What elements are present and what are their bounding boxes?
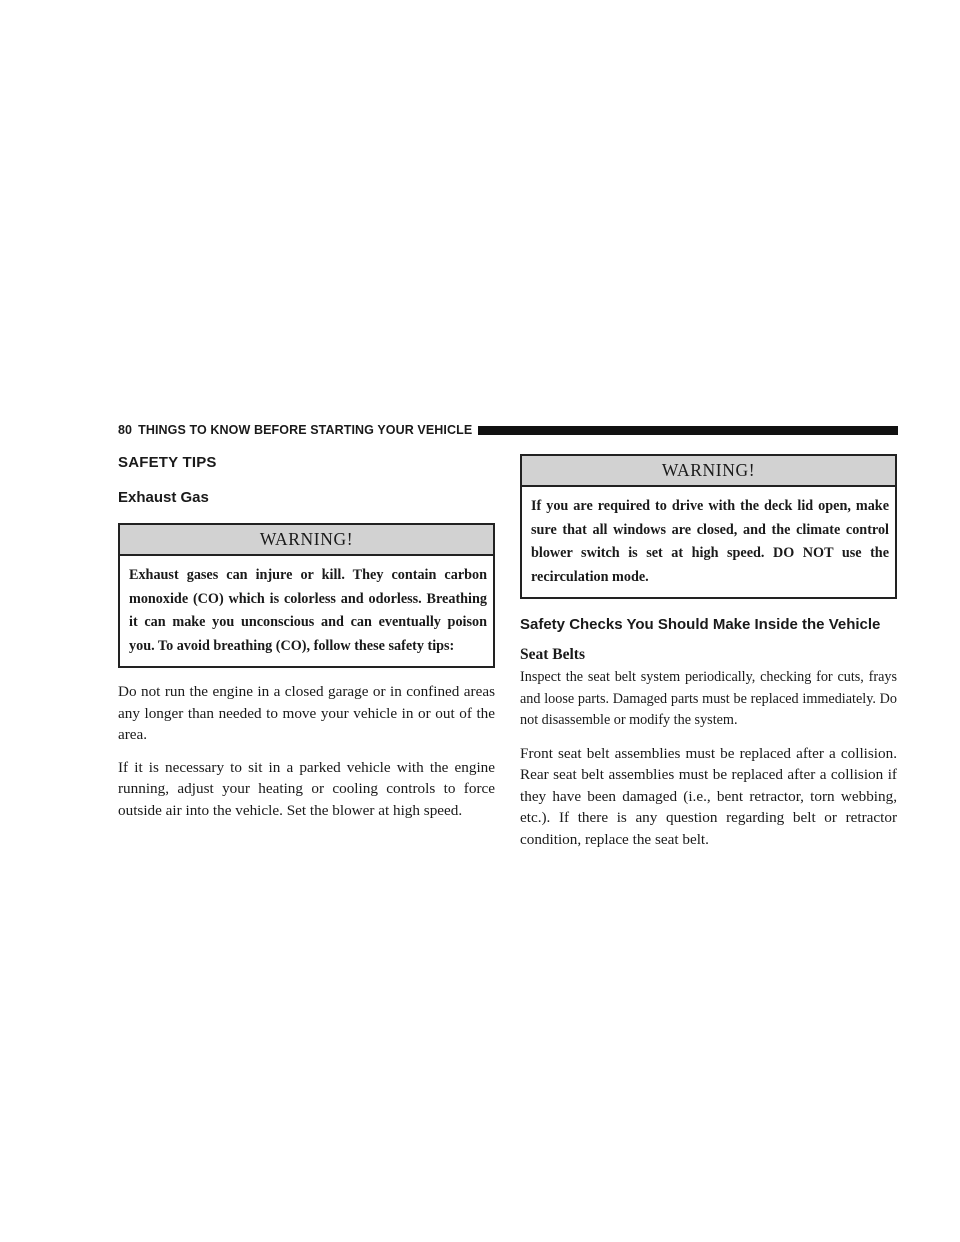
heading-seat-belts: Seat Belts (520, 646, 586, 663)
warning-title: WARNING! (120, 525, 493, 556)
right-column (520, 450, 897, 850)
warning-box-exhaust (118, 523, 495, 668)
warning-title: WARNING! (522, 456, 895, 487)
page-header (118, 421, 898, 439)
warning-body: If you are required to drive with the deck lid open, make sure that all windows are closed, and the climate control blower switch is set at high speed. DO NOT use the recirculation mode. (531, 498, 889, 585)
section-title: SAFETY TIPS (118, 454, 217, 471)
paragraph-closed-garage: Do not run the engine in a closed garage or in confined areas any longer than needed to move your vehicle in or out of the area. (118, 683, 495, 743)
header-text (118, 423, 472, 437)
page-number: 80 (118, 423, 133, 437)
paragraph-replace-assemblies: Front seat belt assemblies must be replaced after a collision. Rear seat belt assemblies must be replaced after a collision if they have been damaged (i.e., bent retractor, torn webbing, etc.). If there is any question regarding belt or retractor condition, replace the seat belt. (520, 744, 897, 848)
header-rule (478, 426, 898, 435)
warning-body: Exhaust gases can injure or kill. They contain carbon monoxide (CO) which is colorless and odorless. Breathing it can make you unconscious and can eventually poison you. To avoid breathing (CO), follow these safety tips: (129, 567, 487, 654)
subsection-title-safety-checks: Safety Checks You Should Make Inside the Vehicle (520, 616, 881, 633)
paragraph-inspect-seat-belt: Inspect the seat belt system periodically, checking for cuts, frays and loose parts. Damaged parts must be replaced immediately. Do not disassemble or modify the system. (520, 669, 897, 728)
subsection-title-exhaust-gas: Exhaust Gas (118, 489, 209, 506)
left-column (118, 450, 495, 821)
warning-box-deck-lid (520, 454, 897, 599)
chapter-title: THINGS TO KNOW BEFORE STARTING YOUR VEHICLE (138, 423, 473, 437)
paragraph-parked-vehicle: If it is necessary to sit in a parked vehicle with the engine running, adjust your heating or cooling controls to force outside air into the vehicle. Set the blower at high speed. (118, 758, 495, 819)
